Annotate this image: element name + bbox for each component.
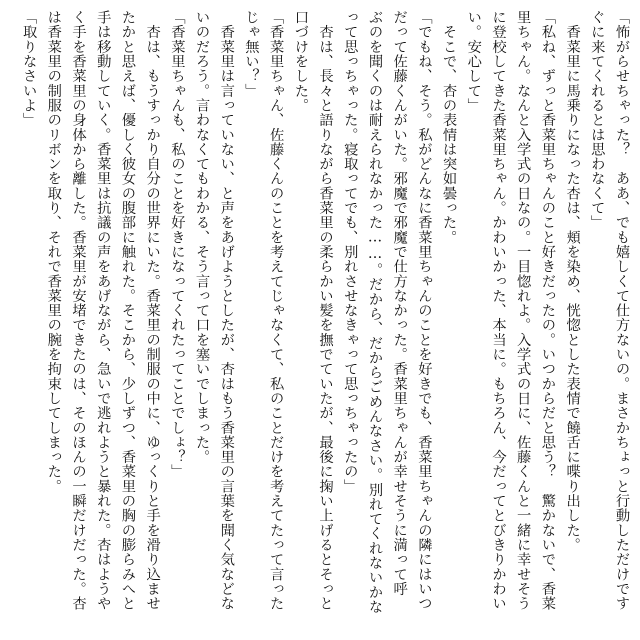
text-line: に登校してきた香菜里ちゃん。かわいかった、本当に。もちろん、今だってとびきりかわい [490,10,507,611]
text-line: 里ちゃん。なんと入学式の日なの。一目惚れよ。入学式の日に、佐藤くんと一緒に幸せそう [515,10,532,611]
text-line: 杏は、長々と語りながら香菜里の柔らかい髪を撫でていたが、最後に掬い上げるとそっと [317,10,334,611]
text-line: たかと思えば、優しく彼女の腹部に触れた。そこから、少しずつ、香菜里の胸の膨らみへと [119,10,136,611]
text-line: 手は移動していく。香菜里は抗議の声をあげながら、急いで逃れようと暴れた。杏はようや [95,10,112,611]
text-line: 「香菜里ちゃん、佐藤くんのことを考えてじゃなくて、私のことだけを考えてたって言った [268,10,285,611]
text-line: いのだろう。言わなくてもわかる、そう言って口を塞いでしまった。 [194,10,211,465]
text-line: じゃ無い？」 [243,10,260,98]
text-line: 香菜里に馬乗りになった杏は、頬を染め、恍惚とした表情で饒舌に喋り出した。 [564,10,581,553]
text-line: く手を香菜里の身体から離した。香菜里が安堵できたのは、そのほんの一瞬だけだった。杏 [70,10,87,611]
text-line: 杏は、もうすっかり自分の世界にいた。香菜里の制服の中に、ゆっくりと手を滑り込ませ [144,10,161,611]
vertical-text-body [16,10,634,634]
text-line: ぐに来てくれるとは思わなくて」 [589,10,606,230]
text-line: 「香菜里ちゃんも、私のことを好きになってくれたってことでしょ？」 [169,10,186,479]
text-line: って思っちゃった。寝取ってでも、別れさせなきゃって思っちゃったの」 [342,10,359,494]
text-line: そこで、杏の表情は突如曇った。 [441,10,458,245]
text-line: 「私ね、ずっと香菜里ちゃんのこと好きだったの。いつからだと思う？ 驚かないで、香菜 [539,10,556,611]
text-line: 口づけをした。 [292,10,309,113]
text-line: 「でもね、そう。私がどんなに香菜里ちゃんのことを好きでも、香菜里ちゃんの隣にはいつ [416,10,433,611]
text-line: 「取りなさいよ」 [21,10,38,128]
text-line: 香菜里は言っていない、と声をあげようとしたが、杏はもう香菜里の言葉を聞く気などな [218,10,235,611]
text-line: ぶのを聞くのは耐えられなかった……。だから、だからごめんなさい。別れてくれないかな [366,10,383,615]
text-line: い。安心して」 [465,10,482,113]
text-line: 「怖がらせちゃった？ ああ、でも嬉しくて仕方ないの。まさかちょっと行動しただけです [614,10,630,611]
text-line: だって佐藤くんがいた。邪魔で邪魔で仕方なかった。香菜里ちゃんが幸せそうに満って呼 [391,10,408,596]
text-line: は香菜里の制服のリボンを取り、それで香菜里の腕を拘束してしまった。 [45,10,62,494]
